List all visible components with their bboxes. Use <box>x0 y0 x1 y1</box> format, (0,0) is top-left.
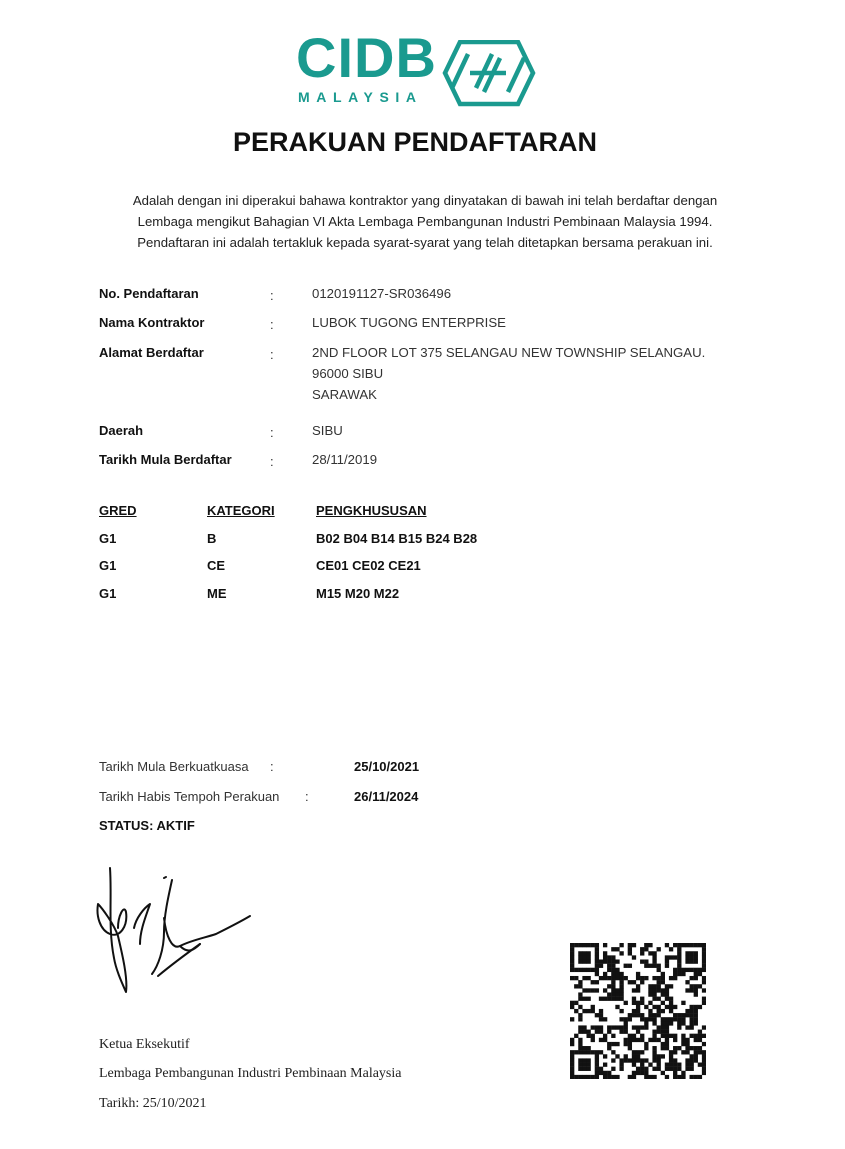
registration-date-label: Tarikh Mula Berdaftar <box>99 452 232 467</box>
status-text: STATUS: AKTIF <box>99 818 195 833</box>
signatory-date: Tarikh: 25/10/2021 <box>99 1096 207 1111</box>
qr-code-icon <box>570 943 706 1079</box>
registration-no-value: 0120191127-SR036496 <box>312 286 452 301</box>
registration-date-value: 28/11/2019 <box>312 452 378 467</box>
effective-date-value: 25/10/2021 <box>354 759 420 774</box>
grade-header: GRED <box>99 503 137 518</box>
expiry-date-value: 26/11/2024 <box>354 789 419 804</box>
address-line: 2ND FLOOR LOT 375 SELANGAU NEW TOWNSHIP SELANGAU. <box>312 345 706 360</box>
category-cell: ME <box>207 586 227 601</box>
grade-cell: G1 <box>99 586 117 601</box>
specialization-header: PENGKHUSUSAN <box>316 503 427 518</box>
specialization-cell: B02 B04 B14 B15 B24 B28 <box>316 531 478 546</box>
colon: : <box>270 425 274 440</box>
intro-line: Pendaftaran ini adalah tertakluk kepada syarat-syarat yang telah ditetapkan bersama perakuan ini. <box>137 235 713 250</box>
contractor-name-label: Nama Kontraktor <box>99 315 205 330</box>
district-label: Daerah <box>99 423 144 438</box>
effective-date-label: Tarikh Mula Berkuatkuasa <box>99 759 249 774</box>
intro-line: Lembaga mengikut Bahagian VI Akta Lembaga Pembangunan Industri Pembinaan Malaysia 1994. <box>137 214 713 229</box>
colon: : <box>270 288 274 303</box>
address-line: SARAWAK <box>312 387 377 402</box>
signatory-title: Ketua Eksekutif <box>99 1037 190 1052</box>
document-title: PERAKUAN PENDAFTARAN <box>233 127 597 157</box>
logo-text: CIDB <box>296 26 437 89</box>
district-value: SIBU <box>312 423 343 438</box>
specialization-cell: CE01 CE02 CE21 <box>316 558 421 573</box>
address-value <box>312 342 705 405</box>
category-cell: CE <box>207 558 226 573</box>
address-label: Alamat Berdaftar <box>99 345 204 360</box>
cidb-logo-mark-icon <box>440 40 536 110</box>
logo-subtext: MALAYSIA <box>298 89 423 105</box>
expiry-date-label: Tarikh Habis Tempoh Perakuan <box>99 789 280 804</box>
address-line: 96000 SIBU <box>312 366 384 381</box>
registration-no-label: No. Pendaftaran <box>99 286 199 301</box>
grade-cell: G1 <box>99 531 117 546</box>
colon: : <box>270 759 274 774</box>
colon: : <box>270 317 274 332</box>
signatory-organization: Lembaga Pembangunan Industri Pembinaan Malaysia <box>99 1066 402 1081</box>
contractor-name-value: LUBOK TUGONG ENTERPRISE <box>312 315 506 330</box>
signature-mark <box>88 858 263 998</box>
specialization-cell: M15 M20 M22 <box>316 586 400 601</box>
colon: : <box>270 454 274 469</box>
intro-paragraph <box>60 190 790 253</box>
category-cell: B <box>207 531 217 546</box>
colon: : <box>305 789 309 804</box>
intro-line: Adalah dengan ini diperakui bahawa kontraktor yang dinyatakan di bawah ini telah berdaftar dengan <box>132 193 718 208</box>
grade-cell: G1 <box>99 558 117 573</box>
colon: : <box>270 347 274 362</box>
category-header: KATEGORI <box>207 503 275 518</box>
